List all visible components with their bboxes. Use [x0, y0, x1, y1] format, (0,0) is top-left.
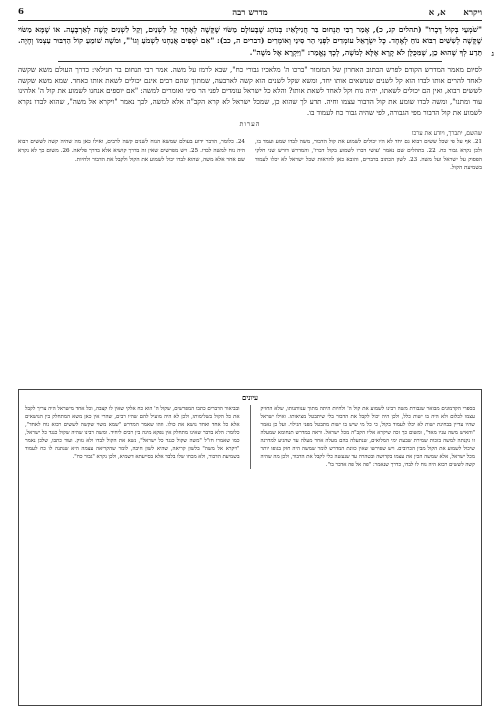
book-name: ויקרא	[463, 8, 482, 18]
iyunim-column-right: בספרי הקדמונים מבואר שגבורת משה רבינו לשמוע את קול ה' ולחיות היתה מתוך ענוותנותו, שלא החזיק עצמו לכלום ולא היה בו ישות כלל, ולכן היה יכול לקבל את הדבור בלי שיתבטל מציאותו. ואילו ישראל שהיו עדיין בבחינת ישות לא יכלו לעמוד בקול, כי כל מי שיש בו ישות מתבטל מפני הגילוי. ועל כן נאמר "והאיש משה עניו מאד", ומשום כך זכה שיקרא אליו הקב"ה מכל ישראל. וראה במדרש תנחומא שמעלה זו נקנתה למשה בזכות שמירת שבעת ימי המלואים, שנתעלה בהם מעלה אחר מעלה עד שהגיע למדרגה שיכול לשמוע את הקול מבין הכרובים. ויש שפירשו שאין כוונת המדרש לומר שמשה היה חזק בגופו יותר מכל ישראל, אלא שמשה הכין את עצמו בקדושה ובטהרה עד שנעשה כלי לקבל את הדבור, ולכן מה שהיה קשה לששים רבוא היה נוח לו לבדו, כדרך שנאמר: "פה אל פה אדבר בו".	[260, 406, 475, 468]
page-number: 6	[18, 7, 24, 17]
notes-lead: שהשם, יתברך, ויודע את ערכו	[411, 130, 482, 138]
notes-column-left: 24. כלומר, הדבר ידוע בעולם שמשא הנוח לשנים קשה לרבים, ואילו כאן מה שהיה קשה לששים רבוא היה נוח למשה לבדו. 25. ויש מפרשים שאין זה בדרך קושיא אלא בדרך פליאה. 26. משום כך לא נקרא שם אחר אלא משה, שהוא לבדו יכול לשמוע את הקול ולקבל את הדבור ולחיות.	[18, 139, 245, 163]
midrash-text: "שֹׁמְעֵי בְּקוֹל דְּבָרוֹ" (תהלים קג, כ), אָמַר רַבִּי תַּנְחוּם בַּר חֲנִילָאִי: בְּנוֹהַג שֶׁבָּעוֹלָם מַשּׂוֹי שֶׁקָּשֶׁה לְאֶחָד קַל לִשְׁנַיִם, וְקַל לִשְׁנַיִם קָשֶׁה לְאַרְבָּעָה. אוֹ שֶׁמָּא מַשּׂוֹי שֶׁקָּשֶׁה לְשִׁשִּׁים רִבּוֹא נוֹחַ לְאֶחָד. כָּל יִשְׂרָאֵל עוֹמְדִים לִפְנֵי הַר סִינַי וְאוֹמְרִים (דברים ה, כב): "אִם יֹסְפִים אֲנַחְנוּ לִשְׁמֹעַ וְגוֹ'", וּמֹשֶׁה שׁוֹמֵעַ קוֹל הַדִּבּוּר עַצְמוֹ וְחָיָה. תֵּדַע לְךָ שֶׁהוּא כֵן, שֶׁמִּכֻּלָּן לֹא קָרָא אֶלָּא לְמֹשֶׁה, לְכָךְ נֶאֱמַר: "וַיִּקְרָא אֶל מֹשֶׁה".	[18, 25, 482, 57]
commentary-text: לסיום מאמר המדרש הקודם לפרש הכתוב האחרון של המזמור "ברכו ה' מלאכיו גבורי כח", שבא לרמז על משה. אמר רבי תנחום בר חנילאי: כדרך העולם משא שקשה לאחד להרים אותו לבדו הוא קל לשנים שנושאים אותו יחד, ומשא שקל לשנים הוא קשה לארבעה, שמתוך שהם רבים אינם יכולים לשאת אותו כאחד. שמא משא שקשה לששים רבוא, ואין הם יכולים לשאתו, יהיה נוח וקל לאחד לשאת אותו? והלא כל ישראל עומדים לפני הר סיני ואומרים למשה: "אם יוספים אנחנו לשמוע את קול ה' אלהינו עוד ומתנו", ומשה לבדו שומע את קול הדבור עצמו וחיה. תדע לך שהוא כן, שמכל ישראל לא קרא הקב"ה אלא למשה, לכך נאמר "ויקרא אל משה", שהוא לבדו נקרא לשמוע את קול הדבור מפי הגבורה, לפי שהיה גבור כח לעמוד בו.	[18, 65, 482, 117]
divider	[58, 61, 442, 62]
iyunim-columns	[25, 405, 475, 469]
iyunim-column-left: ובביאור הדברים כתבו המפרשים, שקול ה' הוא כח אלקי שאין לו קצבה, וכל אחד מישראל היה צריך לקבל את כל הקול בשלימותו, ולכן לא היה מועיל להם שהיו רבים, שהרי אין כאן משא המתחלק בין הנושאים אלא כל אחד ואחד נושא את כולו. וזהו שאמר המדרש "שמא משוי שקשה לששים רבוא נוח לאחד", כלומר: הלא בדבר שאינו מתחלק אין נפקא מינה בין רבים ליחיד. ומשה רבינו שהיה שקול כנגד כל ישראל, כמו שאמרו חז"ל "משה שקול כנגד כל ישראל", נשא את הקול לבדו ולא נזוק. ועוד כתבו, שלכן נאמר "ויקרא אל משה" בלשון קריאה, שהיא לשון חיבה, לומר שהקריאה עצמה היא שנתנה לו כח לעמוד בשמיעת הדבור, ולא מכחו שלו בלבד אלא בסייעתא דשמיא, ולכן נקרא "גבור כח".	[25, 406, 240, 460]
column-rule	[250, 405, 251, 469]
header-rule	[18, 20, 482, 21]
running-title: מדרש רבה	[232, 8, 268, 18]
header-book-chapter	[429, 7, 482, 18]
section-marker: ג	[491, 49, 494, 58]
notes-columns	[18, 138, 482, 173]
chapter-ref: א, א	[428, 8, 446, 18]
main-text-area	[18, 24, 494, 173]
iyunim-box	[18, 389, 482, 706]
notes-column-right: 21. אף על פי שכל ששים רבוא גם יחד לא היו יכולים לשמוע את קול הדבור, משה לבדו שמע ועמד בו, ולכן נקרא גבור כח. 22. בתהלים שם נאמר 'עושי דברו לשמוע בקול דברו', והמדרש דורש שני חלקי הפסוק על ישראל ועל משה. 23. לשון הכתוב בדברים, והובא כאן להראות שכל ישראל לא יכלו לעמוד בשמיעת הקול.	[255, 139, 483, 172]
iyunim-title: עיונים	[241, 393, 259, 402]
notes-title: הערות	[239, 120, 261, 129]
running-header	[18, 5, 482, 21]
